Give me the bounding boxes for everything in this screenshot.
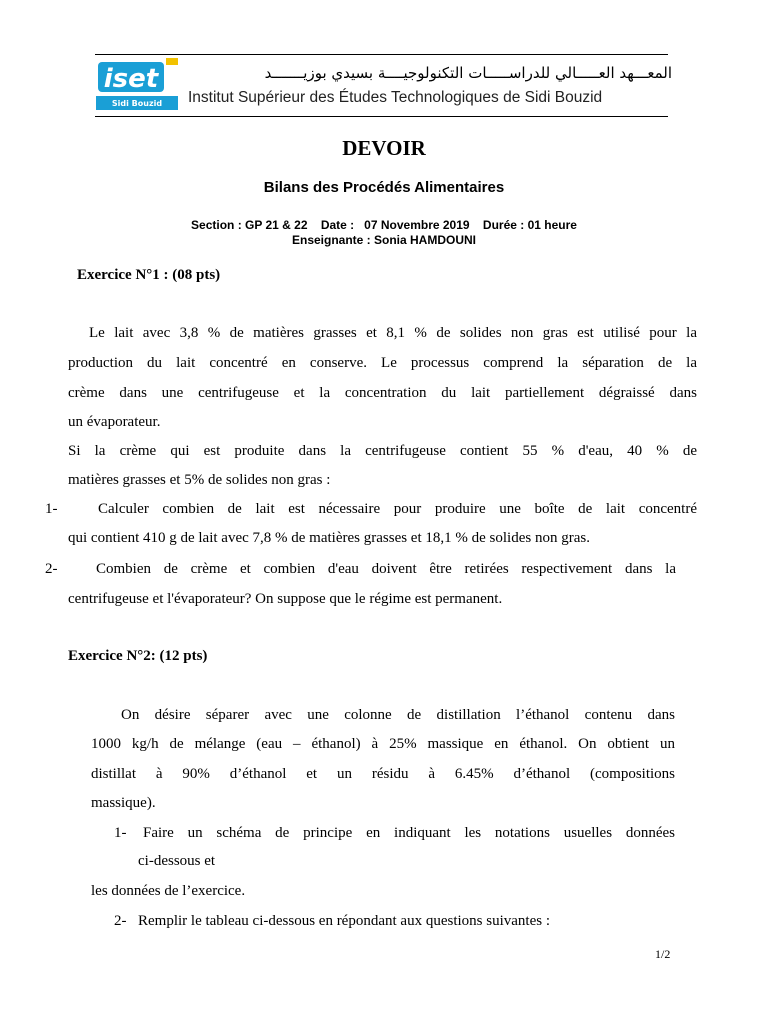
page-number: 1/2 — [655, 947, 671, 961]
document-subtitle: Bilans des Procédés Alimentaires — [263, 179, 505, 196]
exam-meta: Section : GP 21 & 22 Date : 07 Novembre 2019 Durée : 01 heure — [191, 218, 577, 232]
ex1-question1-line: Calculer combien de lait est nécessaire pour produire une boîte de lait concentré — [98, 501, 697, 517]
ex1-paragraph-line: un évaporateur. — [68, 414, 161, 430]
ex2-question1-line: ci-dessous et — [138, 853, 216, 869]
ex2-question1-number: 1- — [114, 825, 127, 841]
institute-name-french: Institut Supérieur des Études Technologiques de Sidi Bouzid — [188, 89, 603, 106]
ex2-paragraph-line: distillat à 90% d’éthanol et un résidu à 6.45% d’éthanol (compositions — [91, 766, 675, 782]
ex1-paragraph-line: crème dans une centrifugeuse et la concentration du lait partiellement dégraissé dans — [68, 385, 697, 401]
header-top-rule — [95, 54, 668, 55]
ex2-question2-number: 2- — [114, 913, 127, 929]
ex2-question1-continuation: les données de l’exercice. — [91, 883, 246, 899]
ex2-question2-line: Remplir le tableau ci-dessous en répondant aux questions suivantes : — [138, 913, 550, 929]
ex2-paragraph-line: 1000 kg/h de mélange (eau – éthanol) à 25% massique en éthanol. On obtient un — [91, 736, 675, 752]
logo-text: iset — [103, 64, 159, 94]
ex2-question1-line: Faire un schéma de principe en indiquant les notations usuelles données — [143, 825, 675, 841]
iset-logo — [96, 58, 178, 110]
institute-name-arabic: المعـــهد العـــــالي للدراســـــات التكنولوجيــــة بسيدي بوزيـــــــد — [264, 64, 672, 82]
document-title: DEVOIR — [342, 136, 426, 160]
logo-caption: Sidi Bouzid — [111, 99, 163, 108]
ex1-question1-line: qui contient 410 g de lait avec 7,8 % de matières grasses et 18,1 % de solides non gras. — [68, 530, 590, 546]
ex1-question2-line: centrifugeuse et l'évaporateur? On suppose que le régime est permanent. — [68, 591, 503, 607]
ex1-question1-number: 1- — [45, 501, 58, 517]
ex1-paragraph-line: production du lait concentré en conserve. Le processus comprend la séparation de la — [68, 355, 697, 371]
header-bottom-rule — [95, 116, 668, 117]
exercise1-heading: Exercice N°1 : (08 pts) — [77, 267, 221, 283]
exercise2-heading: Exercice N°2: (12 pts) — [68, 648, 208, 664]
ex2-paragraph-line: massique). — [91, 795, 156, 811]
ex1-question2-line: Combien de crème et combien d'eau doivent être retirées respectivement dans la — [96, 561, 676, 577]
ex1-paragraph-line: Le lait avec 3,8 % de matières grasses et 8,1 % de solides non gras est utilisé pour la — [89, 325, 697, 341]
ex1-paragraph-line: matières grasses et 5% de solides non gras : — [68, 472, 331, 488]
teacher-line: Enseignante : Sonia HAMDOUNI — [291, 233, 476, 247]
ex1-paragraph-line: Si la crème qui est produite dans la centrifugeuse contient 55 % d'eau, 40 % de — [68, 443, 697, 459]
ex1-question2-number: 2- — [45, 561, 58, 577]
ex2-paragraph-line: On désire séparer avec une colonne de distillation l’éthanol contenu dans — [121, 707, 675, 723]
